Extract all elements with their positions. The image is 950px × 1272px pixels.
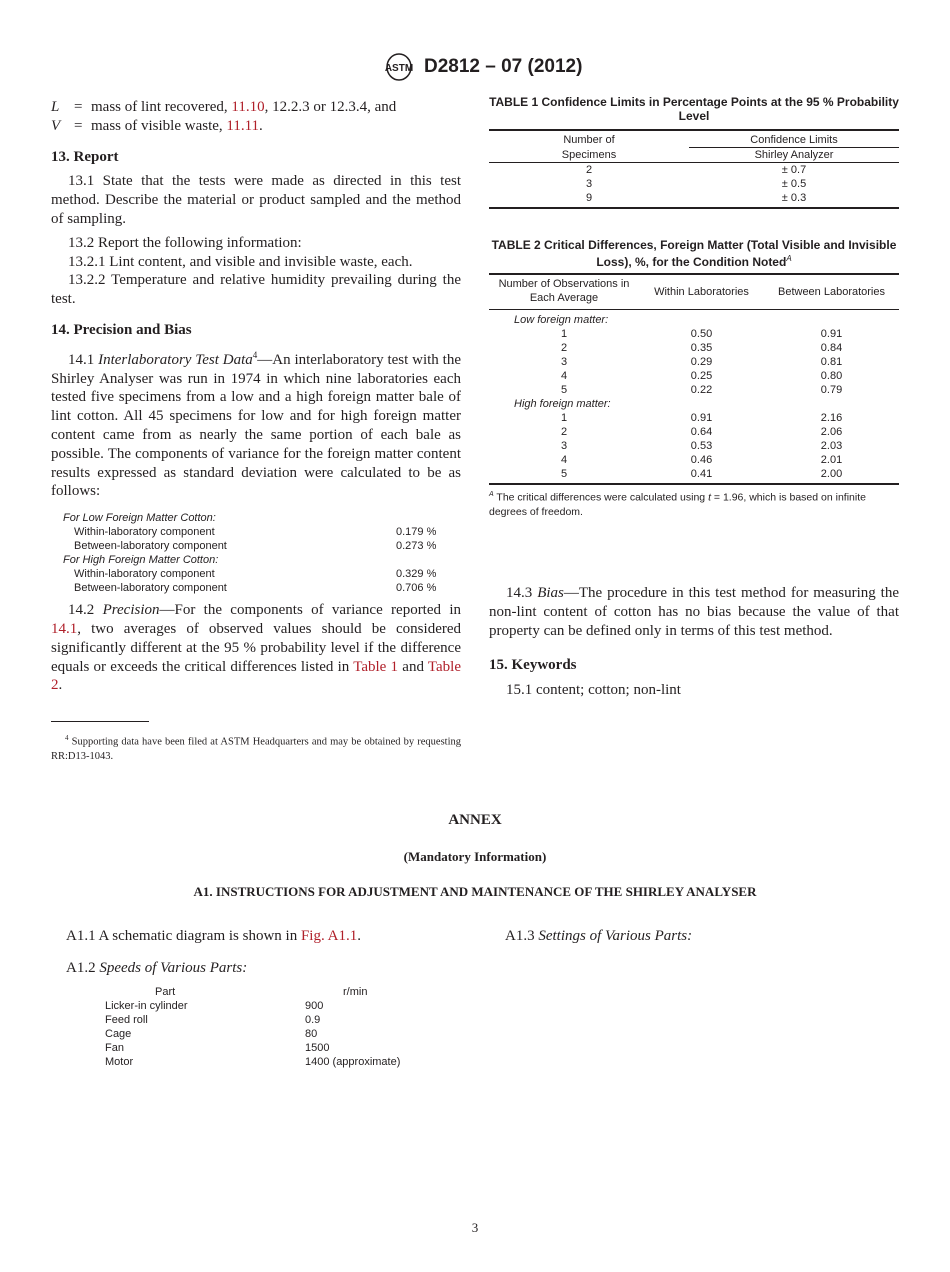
table-2-group-label: Low foreign matter:	[514, 314, 609, 326]
para-number: A1.2	[66, 960, 100, 976]
para-number: A1.3	[505, 928, 539, 944]
table-2-group-row	[489, 310, 899, 328]
variance-row	[51, 525, 461, 539]
table-2-cell: 0.29	[690, 356, 713, 368]
annex-subtitle: (Mandatory Information)	[403, 849, 547, 864]
footnote-marker: A	[489, 491, 494, 498]
footnote-text: Supporting data have been filed at ASTM Headquarters and may be obtained by requesting RR:D13-1043.	[51, 736, 461, 762]
footnote-marker: 4	[65, 734, 69, 743]
para-a1-2	[66, 960, 247, 977]
definition-text: mass of visible waste,	[91, 117, 227, 134]
table-2-header: Within Laboratories	[654, 286, 749, 298]
speeds-header	[105, 985, 400, 999]
speeds-rpm: 1500	[305, 1042, 330, 1054]
link-14-1[interactable]: 14.1	[51, 620, 78, 637]
para-title: Speeds of Various Parts:	[99, 960, 248, 976]
table-1-grid	[489, 129, 899, 205]
speeds-rpm: 80	[305, 1028, 318, 1040]
para-text: —An interlaboratory test with the Shirley Analyser was run in 1974 in which nine laboratories each tested five specimens from a low and a high foreign matter bale of lint cotton. All 45 specimens for low and for high foreign matter content came from as nearly the same portion of each bale as possible. The components of variance for the foreign matter content results expressed as standard deviation were calculated to be as follows:	[51, 351, 461, 500]
table-2-cell: 2	[561, 426, 568, 438]
table-1-cell: 2	[585, 164, 593, 176]
para-13-1: 13.1 State that the tests were made as directed in this test method. Describe the material or product sampled and the method of sampling.	[51, 173, 461, 227]
para-text: —For the components of variance reported in	[159, 602, 461, 619]
para-13-2-2: 13.2.2 Temperature and relative humidity prevailing during the test.	[51, 272, 461, 308]
para-a1-3	[505, 928, 692, 945]
table-1-header: Specimens	[561, 148, 617, 161]
table-2-cell: 2.06	[820, 426, 843, 438]
table-2-row	[489, 341, 899, 355]
definition-L	[51, 98, 461, 117]
footnote-text: = 1.96, which is based on infinite degrees of freedom.	[489, 491, 866, 518]
table-2-cell: 0.41	[690, 468, 713, 480]
table-2-cell: 3	[561, 356, 568, 368]
astm-logo-icon	[380, 52, 418, 82]
para-text: , two averages of observed values should be considered significantly different at the 95 % probability level if the difference equals or exceeds the critical differences listed in	[51, 620, 461, 675]
speeds-header-part: Part	[155, 986, 176, 998]
definition-text: mass of lint recovered,	[91, 99, 232, 115]
table-2-cell: 0.22	[690, 384, 713, 396]
speeds-part: Motor	[105, 1056, 134, 1068]
para-number: 14.3	[506, 585, 538, 601]
speeds-header-rpm: r/min	[343, 986, 368, 998]
table-2-cell: 0.35	[690, 342, 713, 354]
table-2-cell: 3	[561, 440, 568, 452]
table-1-cell: ± 0.5	[781, 178, 807, 190]
table-2-cell: 0.91	[690, 412, 713, 424]
para-14-3	[489, 584, 899, 640]
right-column-text	[489, 584, 899, 700]
equals-sign: =	[74, 99, 83, 115]
section-15-heading: 15. Keywords	[489, 657, 577, 674]
variance-group-label: For Low Foreign Matter Cotton:	[63, 512, 216, 525]
para-text: .	[58, 677, 63, 694]
table-1-row	[489, 191, 899, 205]
speeds-table	[105, 985, 400, 1069]
footnote-divider	[51, 721, 149, 722]
speeds-row	[105, 1041, 400, 1055]
para-text: and	[398, 658, 428, 675]
speeds-row	[105, 1055, 400, 1069]
variance-row	[51, 581, 461, 595]
definition-symbol: V	[51, 117, 61, 134]
speeds-part: Licker-in cylinder	[105, 1000, 188, 1012]
speeds-part: Cage	[105, 1028, 132, 1040]
table-2-cell: 5	[561, 468, 568, 480]
table-1-cell: 3	[585, 178, 593, 190]
table-2-footnote-ref: A	[786, 254, 792, 263]
svg-text:ASTM: ASTM	[384, 63, 414, 74]
speeds-row	[105, 1027, 400, 1041]
section-13-heading: 13. Report	[51, 148, 119, 165]
table-2-header: Number of Observations in Each Average	[498, 278, 630, 304]
para-15-1: 15.1 content; cotton; non-lint	[506, 682, 681, 699]
speeds-row	[105, 999, 400, 1013]
table-2	[489, 238, 899, 519]
table-2-title-text: TABLE 2 Critical Differences, Foreign Matter (Total Visible and Invisible Loss), %, for the Condition Noted	[491, 238, 897, 269]
table-1-header: Number of	[563, 134, 615, 147]
speeds-row	[105, 1013, 400, 1027]
table-1-header: Confidence Limits	[750, 134, 838, 146]
para-14-1	[51, 346, 461, 501]
link-fig-a1-1[interactable]: Fig. A1.1	[300, 928, 358, 944]
table-2-group-label: High foreign matter:	[514, 398, 611, 410]
variance-label: Within-laboratory component	[74, 568, 215, 581]
definition-symbol: L	[51, 99, 60, 115]
table-2-row	[489, 439, 899, 453]
table-2-title	[489, 238, 899, 269]
page-number: 3	[471, 1220, 479, 1235]
variance-value: 0.179 %	[396, 526, 437, 539]
equals-sign: =	[74, 117, 83, 134]
table-2-cell: 0.64	[690, 426, 713, 438]
table-2-row	[489, 467, 899, 481]
definition-V	[51, 117, 461, 136]
variance-row	[51, 539, 461, 553]
speeds-part: Fan	[105, 1042, 124, 1054]
section-14-heading: 14. Precision and Bias	[51, 321, 192, 338]
para-text: A1.1 A schematic diagram is shown in	[66, 928, 301, 944]
speeds-rpm: 0.9	[305, 1014, 321, 1026]
table-2-bottom-rule	[489, 483, 899, 485]
para-text: .	[357, 928, 361, 944]
link-table-1[interactable]: Table 1	[353, 658, 399, 675]
table-2-cell: 2	[561, 342, 568, 354]
annex-title: ANNEX	[448, 812, 502, 828]
table-1-cell: ± 0.3	[781, 192, 807, 204]
link-table-2[interactable]: Table 2	[51, 658, 461, 694]
page-header	[380, 52, 582, 82]
table-2-grid	[489, 273, 899, 481]
variance-row	[51, 567, 461, 581]
speeds-part: Feed roll	[105, 1014, 148, 1026]
table-2-row	[489, 355, 899, 369]
table-1	[489, 95, 899, 209]
table-1-header: Shirley Analyzer	[689, 148, 899, 163]
variance-label: Between-laboratory component	[74, 540, 227, 553]
para-title: Bias	[537, 585, 564, 601]
variance-value: 0.273 %	[396, 540, 437, 553]
left-column	[51, 98, 461, 764]
table-1-title: TABLE 1 Confidence Limits in Percentage Points at the 95 % Probability Level	[489, 95, 899, 123]
table-2-row	[489, 453, 899, 467]
table-2-cell: 0.81	[820, 356, 843, 368]
table-1-row	[489, 163, 899, 178]
footnote-text: The critical differences were calculated using	[493, 491, 709, 504]
variance-components	[51, 511, 461, 595]
table-2-cell: 1	[561, 412, 568, 424]
para-13-2: 13.2 Report the following information:	[68, 234, 302, 251]
annex-heading: A1. INSTRUCTIONS FOR ADJUSTMENT AND MAINTENANCE OF THE SHIRLEY ANALYSER	[193, 884, 757, 899]
para-title: Interlaboratory Test Data	[98, 351, 253, 368]
para-14-2	[51, 601, 461, 695]
table-2-cell: 0.53	[690, 440, 713, 452]
table-2-cell: 0.79	[820, 384, 843, 396]
variance-label: Between-laboratory component	[74, 582, 227, 595]
footnote-4	[51, 731, 461, 764]
definition-text: .	[259, 117, 263, 134]
para-a1-1	[66, 928, 361, 945]
definition-text: , 12.2.3 or 12.3.4, and	[264, 99, 397, 115]
document-designation: D2812 – 07 (2012)	[424, 56, 583, 77]
table-2-cell: 0.91	[820, 328, 843, 340]
table-2-cell: 5	[561, 384, 568, 396]
table-2-group-row	[489, 397, 899, 411]
para-title: Settings of Various Parts:	[538, 928, 693, 944]
para-text: —The procedure in this test method for measuring the non-lint content of cotton has no bias because the value of that property can be defined only in terms of this test method.	[489, 585, 900, 639]
speeds-rpm: 900	[305, 1000, 324, 1012]
para-title: Precision	[102, 602, 160, 619]
table-2-cell: 2.03	[820, 440, 843, 452]
footnote-ref[interactable]: 4	[252, 349, 258, 360]
table-2-row	[489, 411, 899, 425]
table-2-cell: 0.84	[820, 342, 843, 354]
table-2-row	[489, 383, 899, 397]
table-2-row	[489, 425, 899, 439]
para-13-2-1: 13.2.1 Lint content, and visible and invisible waste, each.	[68, 253, 413, 270]
speeds-rpm: 1400 (approximate)	[305, 1056, 401, 1068]
table-2-cell: 4	[561, 370, 568, 382]
table-1-cell: ± 0.7	[781, 164, 807, 176]
table-2-cell: 2.16	[820, 412, 843, 424]
table-2-cell: 1	[561, 328, 568, 340]
table-2-cell: 2.00	[820, 468, 843, 480]
variance-group-label: For High Foreign Matter Cotton:	[63, 554, 219, 567]
table-2-cell: 0.25	[690, 370, 713, 382]
para-number: 14.1	[68, 351, 99, 368]
table-2-cell: 2.01	[820, 454, 843, 466]
table-1-bottom-rule	[489, 207, 899, 209]
variance-value: 0.329 %	[396, 568, 437, 581]
link-11-11[interactable]: 11.11	[226, 117, 260, 134]
table-2-cell: 0.46	[690, 454, 713, 466]
variance-value: 0.706 %	[396, 582, 437, 595]
table-1-cell: 9	[585, 192, 593, 204]
table-2-header: Between Laboratories	[777, 286, 885, 298]
table-2-row	[489, 369, 899, 383]
para-number: 14.2	[68, 602, 103, 619]
variance-label: Within-laboratory component	[74, 526, 215, 539]
table-2-cell: 0.80	[820, 370, 843, 382]
table-2-cell: 4	[561, 454, 568, 466]
table-1-row	[489, 177, 899, 191]
link-11-10[interactable]: 11.10	[231, 99, 265, 115]
table-2-row	[489, 327, 899, 341]
footnote-variable: t	[708, 491, 711, 504]
table-2-footnote	[489, 488, 899, 519]
table-2-cell: 0.50	[690, 328, 713, 340]
